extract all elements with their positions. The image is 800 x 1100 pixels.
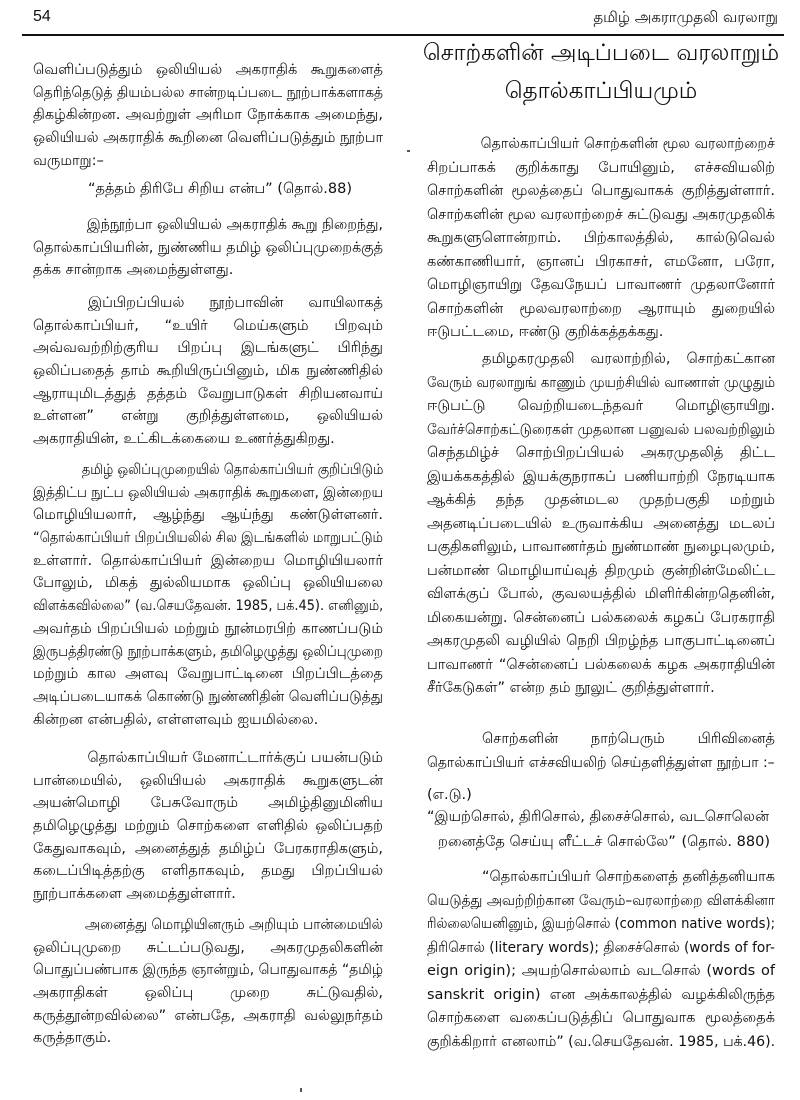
text-line: தொல்காப்பியரின், நுண்ணிய தமிழ் ஒலிப்புமுறைக்குத்	[33, 239, 383, 256]
text-line: அகராதிகள் ஒலிப்பு முறை சுட்டுவதில்,	[33, 985, 383, 1002]
text-line: கண்காணியார், ஞானப் பிரகாசர், எமனோ, பரோ,	[427, 253, 775, 270]
section-title	[415, 34, 787, 110]
text-line: மொழியியலார், ஆழ்ந்து ஆய்ந்து கண்டுள்ளனர்.	[33, 507, 383, 524]
text-line: வேர்ச்சொற்கட்டுரைகள் முதலான பனுவல் பலவற்றிலும்	[427, 421, 776, 438]
example-label: (எ.டு.)	[427, 787, 472, 803]
text-line: தெரிந்தெடுத் தியம்பல்ல சான்றடிப்படை நூற்பாக்களாகத்	[33, 84, 383, 101]
text-line: குறிக்கிறார் எனலாம்” (வ.செயதேவன். 1985, பக்.46).	[427, 1033, 776, 1050]
running-header-title: தமிழ் அகராமுதலி வரலாறு	[593, 8, 778, 26]
text-line: வெளிப்படுத்தும் ஒலியியல் அகராதிக் கூறுகளைத்	[33, 62, 383, 78]
text-line: அயன்மொழி பேசுவோரும் அமிழ்தினுமினிய	[33, 795, 383, 812]
text-line: பான்மையில், ஒலியியல் அகராதிக் கூறுகளுடன்	[33, 772, 383, 789]
text-line: அகரமுதலி வழியில் நெறி பிறழ்ந்த பாகுபாட்டினைப்	[427, 633, 775, 649]
text-line: சொற்களின் நாற்பெரும் பிரிவினைத்	[482, 731, 775, 747]
text-line: பொதுப்பண்பாக இருந்த ஞான்றும், பொதுவாகத் “தமிழ்	[33, 962, 383, 979]
text-line: ஒலிப்பதைத் தாம் கூறியிருப்பினும், மிக நுண்ணிதில்	[33, 363, 383, 380]
text-line: உள்ளன” என்று குறித்துள்ளமை, ஒலியியல்	[33, 408, 383, 425]
text-line: இந்நூற்பா ஒலியியல் அகராதிக் கூறு நிறைந்து,	[86, 217, 383, 233]
text-line: அடிப்படையாகக் கொண்டு நுண்ணிதின் வெளிப்படுத்து	[33, 688, 383, 705]
text-line: இப்பிறப்பியல் நூற்பாவின் வாயிலாகத்	[88, 295, 383, 311]
left-column-paragraph	[33, 214, 383, 282]
text-line: தக்க சான்றாக அமைந்துள்ளது.	[33, 262, 234, 279]
text-line: அவர்தம் பிறப்பியல் மற்றும் நூன்மரபிற் காணப்படும்	[33, 620, 383, 637]
right-column-paragraph	[427, 133, 775, 345]
verse-citation: (தொல். 880)	[681, 834, 770, 850]
text-line: தமிழ் ஒலிப்புமுறையில் தொல்காப்பியர் குறிப்பிடும்	[81, 462, 384, 478]
text-line: தமிழகரமுதலி வரலாற்றில், சொற்கட்கான	[482, 351, 775, 367]
text-line: சொற்களின் மூல வரலாற்றைச் சுட்டுவது அகரமுதலிக்	[427, 206, 775, 223]
text-line: அகராதியின், உட்கிடக்கையை உணர்த்துகிறது.	[33, 431, 335, 448]
left-column-paragraph	[33, 914, 383, 1050]
text-line: கேதுவாகவும், அனைத்துத் தமிழ்ப் பேரகராதிகளும்,	[33, 840, 383, 857]
text-line: திகழ்கின்றன. அவற்றுள் அரிமா நோக்காக அமைந்து,	[33, 107, 383, 124]
text-line: கூறுகளுளொன்றாம். பிற்காலத்தில், கால்டுவெல்	[427, 230, 775, 246]
text-line: அவ்வவற்றிற்குரிய பிறப்பு இடங்களுட் பிரிந்து	[33, 340, 383, 357]
text-line: உள்ளார். தொல்காப்பியர் இன்றைய மொழியியலார்	[33, 552, 383, 569]
text-line: வருமாறு:–	[33, 152, 104, 169]
text-line: விளக்குப் போல், குவலயத்தில் மிளிர்கின்றதெனின்,	[427, 586, 775, 602]
text-line: இத்திட்ப நுட்ப ஒலியியல் அகராதிக் கூறுகளை, இன்றைய	[33, 484, 384, 501]
text-line: இயக்ககத்தில் இயக்குநராகப் பணியாற்றி நேரடியாக	[427, 468, 775, 485]
text-line: “தொல்காப்பியர் சொற்களைத் தனித்தனியாக	[482, 869, 775, 885]
text-line: கின்றன என்பதில், எள்ளளவும் ஐயமில்லை.	[33, 711, 319, 728]
print-speck	[300, 1088, 302, 1092]
right-column-paragraph	[427, 866, 775, 1054]
left-quote: “தத்தம் திரிபே சிறிய என்ப” (தொல்.88)	[88, 181, 353, 197]
verse-line: “இயற்சொல், திரிசொல், திசைச்சொல், வடசொலென்	[427, 809, 770, 825]
left-column-paragraph	[33, 292, 383, 451]
right-column-paragraph	[427, 728, 775, 775]
text-line: மிகையன்று. சென்னைப் பல்கலைக் கழகப் பேரகராதி	[427, 609, 775, 626]
text-line: பன்மாண் மொழியாய்வுத் திறமும் குன்றின்மேலிட்ட	[427, 562, 775, 579]
text-line: ஈடுபட்டமை, ஈண்டு குறிக்கத்தக்கது.	[427, 324, 664, 340]
text-line: மற்றும் கால அளவு வேறுபாட்டினை பிறப்பிடத்தை	[33, 666, 383, 683]
section-title-line: தொல்காப்பியமும்	[504, 78, 698, 104]
text-line: ஒலிப்புமுறை சுட்டப்படுவது, அகரமுதலிகளின்	[33, 939, 383, 956]
text-line: மொழிஞாயிறு தேவநேயப் பாவாணர் முதலானோர்	[427, 277, 775, 293]
text-line: கடைப்பிடித்தற்கு எளிதாகவும், தமது பிறப்பியல்	[33, 863, 383, 880]
text-line: ஈடுபட்டு வெற்றியடைந்தவர் மொழிஞாயிறு.	[427, 398, 775, 414]
text-line: பாவாணர் “சென்னைப் பல்கலைக் கழக அகராதியின்	[427, 656, 775, 673]
page-number: 54	[33, 8, 51, 25]
text-line: இருபத்திரண்டு நூற்பாக்களும், தமிழெழுத்து ஒலிப்புமுறை	[33, 643, 383, 660]
text-line: வேரும் வரலாறுங் காணும் முயற்சியில் வாணாள் முழுதும்	[427, 374, 776, 391]
text-line: ஒலியியல் அகராதிக் கூறினை வெளிப்படுத்தும் நூற்பா	[33, 130, 383, 147]
text-line: செந்தமிழ்ச் சொற்பிறப்பியல் அகரமுதலித் திட்ட	[427, 445, 775, 461]
text-line: ஆராயுமிடத்துத் தத்தம் வேறுபாடுகள் சிறியனவாய்	[33, 385, 383, 402]
text-line: சீர்கேடுகள்” என்ற தம் நூலுட் குறித்துள்ளார்.	[427, 680, 715, 696]
text-line: தொல்காப்பியர் மேனாட்டார்க்குப் பயன்படும்	[87, 750, 383, 766]
text-line: தொல்காப்பியர் சொற்களின் மூல வரலாற்றைச்	[480, 136, 775, 152]
text-line: கருத்தூன்றவில்லை” என்பதே, அகராதி வல்லுநர்தம்	[33, 1007, 383, 1024]
text-line: அனைத்து மொழியினரும் அறியும் பான்மையில்	[84, 917, 384, 933]
text-line: நூற்பாக்களை அமைத்துள்ளார்.	[33, 886, 236, 903]
print-speck	[407, 150, 410, 152]
section-title-line: சொற்களின் அடிப்படை வரலாறும்	[422, 40, 780, 66]
text-line: சொற்களின் மூலவரலாற்றை ஆராயும் துறையில்	[427, 300, 775, 317]
left-column-paragraph	[33, 747, 383, 906]
left-column-paragraph	[33, 459, 383, 731]
text-line: திரிசொல் (literary words); திசைச்சொல் (words of for-	[427, 939, 776, 956]
text-line: “தொல்காப்பியர் பிறப்பியலில் சில இடங்களில் மாறுபட்டும்	[33, 530, 383, 547]
text-line: சொற்களின் மூலத்தைப் பொதுவாகக் குறித்துள்ளார்.	[427, 183, 775, 199]
text-line: ஆக்கித் தந்த முதன்மடல முதற்பகுதி மற்றும்	[427, 492, 775, 508]
text-line: சிறப்பாகக் குறிக்காது போயினும், எச்சவியலிற்	[427, 159, 775, 176]
text-line: அதனடிப்படையில் உருவாக்கிய அனைத்து மடலப்	[427, 515, 775, 532]
right-column-paragraph	[427, 348, 775, 701]
left-column-paragraph	[33, 59, 383, 172]
text-line: பகுதிகளிலும், பாவாணர்தம் நுண்மாண் நுழைபுலமும்,	[427, 539, 775, 555]
text-line: தொல்காப்பியர், “உயிர் மெய்களும் பிறவும்	[33, 317, 383, 334]
text-line: eign origin); அயற்சொல்லாம் வடசொல் (words of	[427, 963, 775, 979]
text-line: யெடுத்து அவற்றிற்கான வேரும்–வரலாற்றை விளக்கினா	[427, 892, 775, 909]
text-line: போலும், மிகத் துல்லியமாக ஒலிப்பு ஒலியியலை	[33, 575, 383, 592]
text-line: சொற்களை வகைப்படுத்திப் பொதுவாக மூலத்தைக்	[427, 1010, 775, 1026]
text-line: கருத்தாகும்.	[33, 1030, 112, 1047]
text-line: தொல்காப்பியர் எச்சவியலிற் செய்தளித்துள்ள நூற்பா :–	[427, 754, 775, 771]
text-line: விளக்கவில்லை” (வ.செயதேவன். 1985, பக்.45). எனினும்,	[33, 598, 384, 615]
text-line: ரில்லையெனினும், இயற்சொல் (common native words);	[427, 916, 776, 932]
verse-line: றனைத்தே செய்யு ளீட்டச் சொல்லே”	[438, 834, 676, 850]
text-line: தமிழெழுத்து மற்றும் சொற்களை எளிதில் ஒலிப்பதற்	[33, 818, 383, 835]
text-line: sanskrit origin) என அக்காலத்தில் வழக்கிலிருந்த	[427, 986, 775, 1003]
